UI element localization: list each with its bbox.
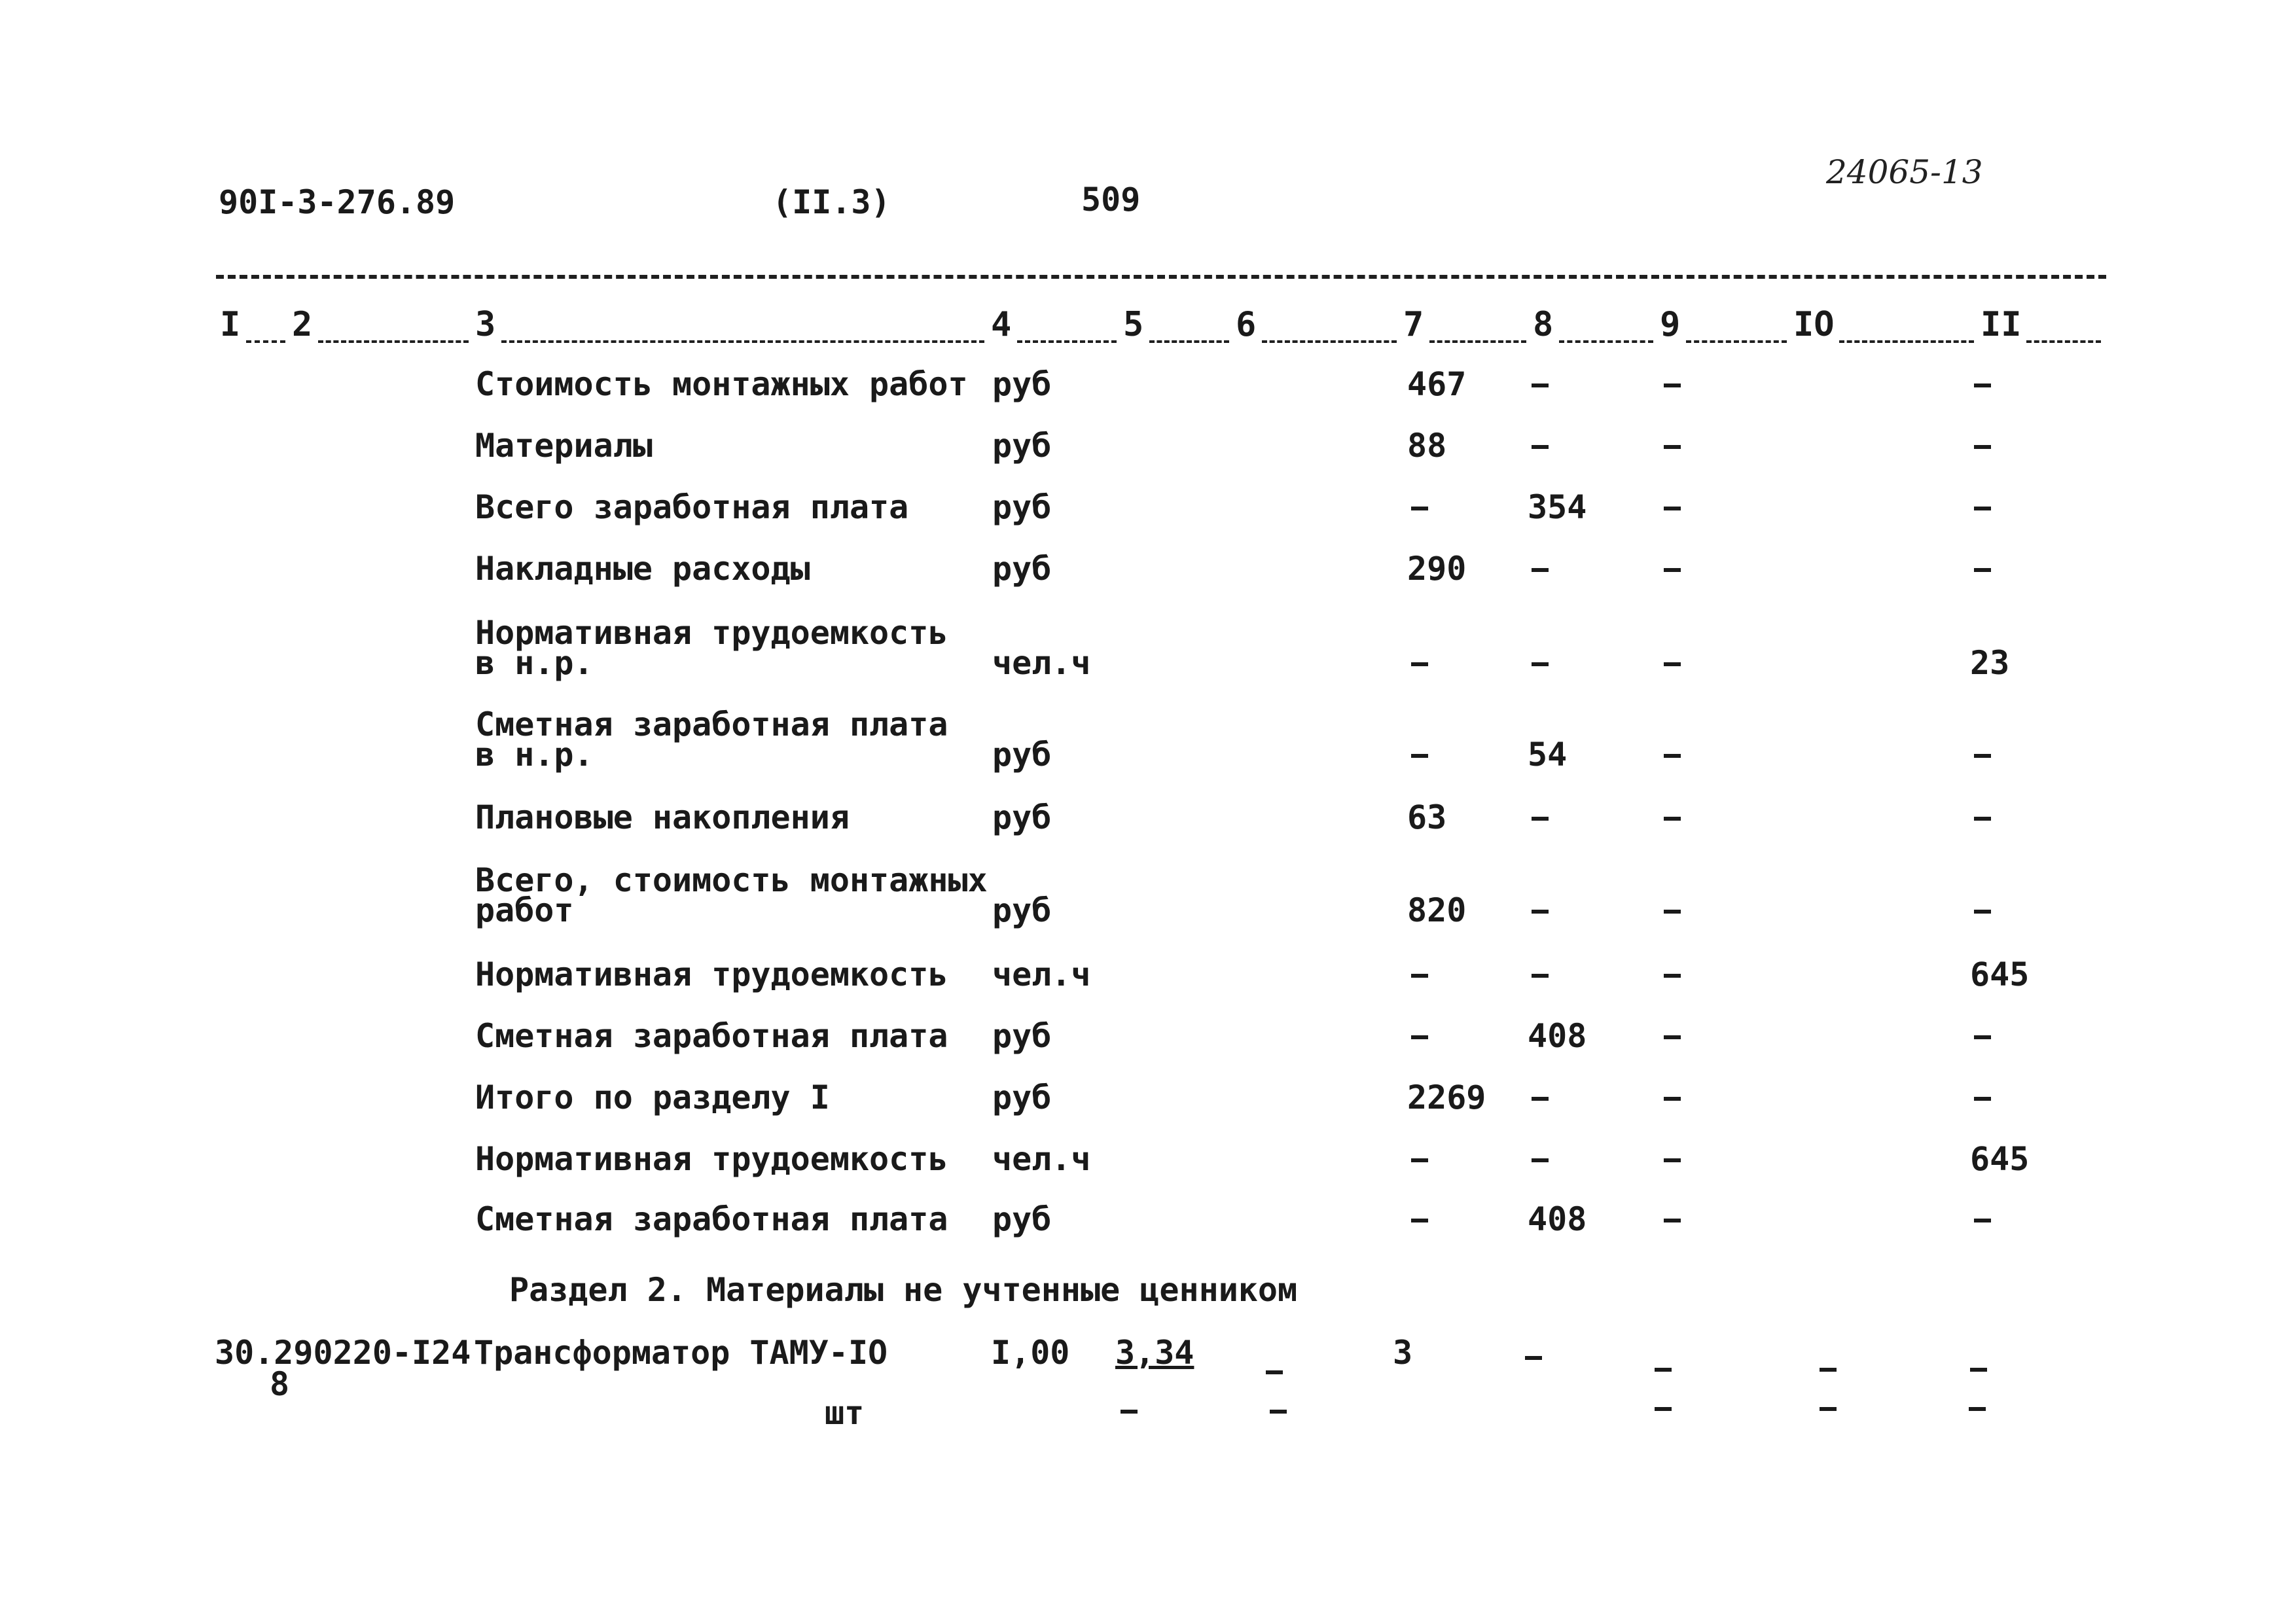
column-number-5: 5 bbox=[1123, 305, 1144, 344]
page-number: 509 bbox=[1081, 181, 1141, 219]
column-number-4: 4 bbox=[991, 305, 1012, 344]
header-dash-segment bbox=[1149, 340, 1229, 343]
row-11-c9-dash bbox=[1664, 1097, 1681, 1101]
row-4-c9-dash bbox=[1664, 568, 1681, 572]
row-5-c7-dash bbox=[1411, 662, 1428, 666]
header-dash-segment bbox=[2026, 340, 2101, 343]
header-dash-segment bbox=[246, 340, 285, 343]
row-5-name-line-2: в н.р. bbox=[475, 644, 594, 682]
row-11-unit: руб bbox=[992, 1079, 1052, 1116]
row-4-c7-value: 290 bbox=[1407, 550, 1467, 588]
row-2-unit: руб bbox=[992, 427, 1052, 465]
section-reference: (II.3) bbox=[772, 183, 891, 221]
top-dashed-rule bbox=[216, 275, 2106, 279]
row-2-c9-dash bbox=[1664, 445, 1681, 449]
row-6-c11-dash bbox=[1974, 754, 1991, 758]
row-9-c9-dash bbox=[1664, 974, 1681, 978]
row-12-c11-value: 645 bbox=[1970, 1140, 2030, 1178]
row-7-c8-dash bbox=[1532, 817, 1549, 821]
header-dash-segment bbox=[1017, 340, 1117, 343]
row-6-c7-dash bbox=[1411, 754, 1428, 758]
row-13-c7-dash bbox=[1411, 1219, 1428, 1222]
row-7-c7-value: 63 bbox=[1407, 798, 1447, 836]
section-2-title: Раздел 2. Материалы не учтенные ценником bbox=[509, 1271, 1298, 1309]
column-number-9: 9 bbox=[1660, 305, 1681, 344]
column-number-11: II bbox=[1981, 305, 2022, 344]
row-8-c8-dash bbox=[1532, 910, 1549, 914]
row-1-c9-dash bbox=[1664, 383, 1681, 387]
item-quantity: I,00 bbox=[991, 1334, 1070, 1372]
row-4-c8-dash bbox=[1532, 568, 1549, 572]
header-dash-segment bbox=[318, 340, 469, 343]
row-3-c9-dash bbox=[1664, 507, 1681, 510]
row-4-name-line-1: Накладные расходы bbox=[475, 550, 810, 588]
row-2-c11-dash bbox=[1974, 445, 1991, 449]
row-6-name-line-1: Сметная заработная плата bbox=[475, 705, 948, 743]
row-4-c11-dash bbox=[1974, 568, 1991, 572]
row-2-name-line-1: Материалы bbox=[475, 427, 653, 465]
item-subdash-col10 bbox=[1820, 1407, 1837, 1411]
row-4-unit: руб bbox=[992, 550, 1052, 588]
row-2-c8-dash bbox=[1532, 445, 1549, 449]
row-6-c9-dash bbox=[1664, 754, 1681, 758]
row-5-unit: чел.ч bbox=[992, 644, 1091, 682]
item-dash-col6 bbox=[1266, 1370, 1283, 1374]
row-3-unit: руб bbox=[992, 488, 1052, 526]
item-dash-col10 bbox=[1820, 1368, 1837, 1372]
row-2-c7-value: 88 bbox=[1407, 427, 1447, 465]
item-subdash-col5 bbox=[1121, 1410, 1138, 1414]
item-unit: шт bbox=[825, 1394, 865, 1432]
row-11-c7-value: 2269 bbox=[1407, 1079, 1486, 1116]
row-7-c9-dash bbox=[1664, 817, 1681, 821]
item-code: 30.290220-I24 bbox=[215, 1334, 471, 1372]
row-5-name-line-1: Нормативная трудоемкость bbox=[475, 614, 948, 652]
row-3-c7-dash bbox=[1411, 507, 1428, 510]
row-8-name-line-1: Всего, стоимость монтажных bbox=[475, 861, 988, 899]
row-12-c7-dash bbox=[1411, 1158, 1428, 1162]
row-8-c11-dash bbox=[1974, 910, 1991, 914]
row-10-unit: руб bbox=[992, 1017, 1052, 1055]
row-6-name-line-2: в н.р. bbox=[475, 736, 594, 774]
row-9-name-line-1: Нормативная трудоемкость bbox=[475, 955, 948, 993]
row-9-c11-value: 645 bbox=[1970, 955, 2030, 993]
row-5-c11-value: 23 bbox=[1970, 644, 2010, 682]
column-number-3: 3 bbox=[475, 305, 496, 344]
row-9-unit: чел.ч bbox=[992, 955, 1091, 993]
item-dash-col8 bbox=[1525, 1356, 1542, 1360]
row-1-c7-value: 467 bbox=[1407, 365, 1467, 403]
row-11-name-line-1: Итого по разделу I bbox=[475, 1079, 830, 1116]
row-1-name-line-1: Стоимость монтажных работ bbox=[475, 365, 968, 403]
row-11-c8-dash bbox=[1532, 1097, 1549, 1101]
row-7-name-line-1: Плановые накопления bbox=[475, 798, 850, 836]
item-name: Трансформатор ТАМУ-IO bbox=[474, 1334, 888, 1372]
row-3-c8-value: 354 bbox=[1528, 488, 1587, 526]
row-6-unit: руб bbox=[992, 736, 1052, 774]
header-dash-segment bbox=[1686, 340, 1787, 343]
row-3-name-line-1: Всего заработная плата bbox=[475, 488, 909, 526]
header-dash-segment bbox=[1429, 340, 1526, 343]
row-12-c8-dash bbox=[1532, 1158, 1549, 1162]
item-price: 3,34 bbox=[1115, 1334, 1194, 1372]
row-13-c9-dash bbox=[1664, 1219, 1681, 1222]
header-dash-segment bbox=[501, 340, 984, 343]
row-8-c7-value: 820 bbox=[1407, 891, 1467, 929]
item-dash-col9 bbox=[1655, 1368, 1672, 1372]
row-1-c11-dash bbox=[1974, 383, 1991, 387]
row-10-c8-value: 408 bbox=[1528, 1017, 1587, 1055]
document-code: 90I-3-276.89 bbox=[219, 183, 456, 221]
header-dash-segment bbox=[1559, 340, 1653, 343]
column-number-10: IO bbox=[1793, 305, 1835, 344]
item-dash-col11 bbox=[1970, 1368, 1987, 1372]
row-13-c11-dash bbox=[1974, 1219, 1991, 1222]
stamp-number: 24065-13 bbox=[1826, 153, 1983, 191]
row-7-c11-dash bbox=[1974, 817, 1991, 821]
column-number-6: 6 bbox=[1236, 305, 1257, 344]
item-subdash-col9 bbox=[1655, 1407, 1672, 1411]
row-13-unit: руб bbox=[992, 1200, 1052, 1238]
row-10-c7-dash bbox=[1411, 1035, 1428, 1039]
row-10-c11-dash bbox=[1974, 1035, 1991, 1039]
row-8-unit: руб bbox=[992, 891, 1052, 929]
row-1-unit: руб bbox=[992, 365, 1052, 403]
row-9-c8-dash bbox=[1532, 974, 1549, 978]
item-subdash-col11 bbox=[1969, 1407, 1986, 1411]
column-number-8: 8 bbox=[1533, 305, 1554, 344]
item-code-suffix: 8 bbox=[270, 1365, 290, 1403]
row-8-c9-dash bbox=[1664, 910, 1681, 914]
column-number-1: I bbox=[220, 305, 241, 344]
row-5-c9-dash bbox=[1664, 662, 1681, 666]
item-value-col7: 3 bbox=[1393, 1334, 1413, 1372]
row-10-name-line-1: Сметная заработная плата bbox=[475, 1017, 948, 1055]
row-13-c8-value: 408 bbox=[1528, 1200, 1587, 1238]
row-5-c8-dash bbox=[1532, 662, 1549, 666]
row-11-c11-dash bbox=[1974, 1097, 1991, 1101]
row-7-unit: руб bbox=[992, 798, 1052, 836]
row-12-unit: чел.ч bbox=[992, 1140, 1091, 1178]
row-13-name-line-1: Сметная заработная плата bbox=[475, 1200, 948, 1238]
header-dash-segment bbox=[1839, 340, 1974, 343]
row-1-c8-dash bbox=[1532, 383, 1549, 387]
row-9-c7-dash bbox=[1411, 974, 1428, 978]
column-number-7: 7 bbox=[1403, 305, 1424, 344]
row-8-name-line-2: работ bbox=[475, 891, 574, 929]
row-3-c11-dash bbox=[1974, 507, 1991, 510]
header-dash-segment bbox=[1262, 340, 1397, 343]
column-number-2: 2 bbox=[292, 305, 313, 344]
row-12-c9-dash bbox=[1664, 1158, 1681, 1162]
row-6-c8-value: 54 bbox=[1528, 736, 1568, 774]
row-12-name-line-1: Нормативная трудоемкость bbox=[475, 1140, 948, 1178]
row-10-c9-dash bbox=[1664, 1035, 1681, 1039]
item-subdash-col6 bbox=[1270, 1410, 1287, 1414]
